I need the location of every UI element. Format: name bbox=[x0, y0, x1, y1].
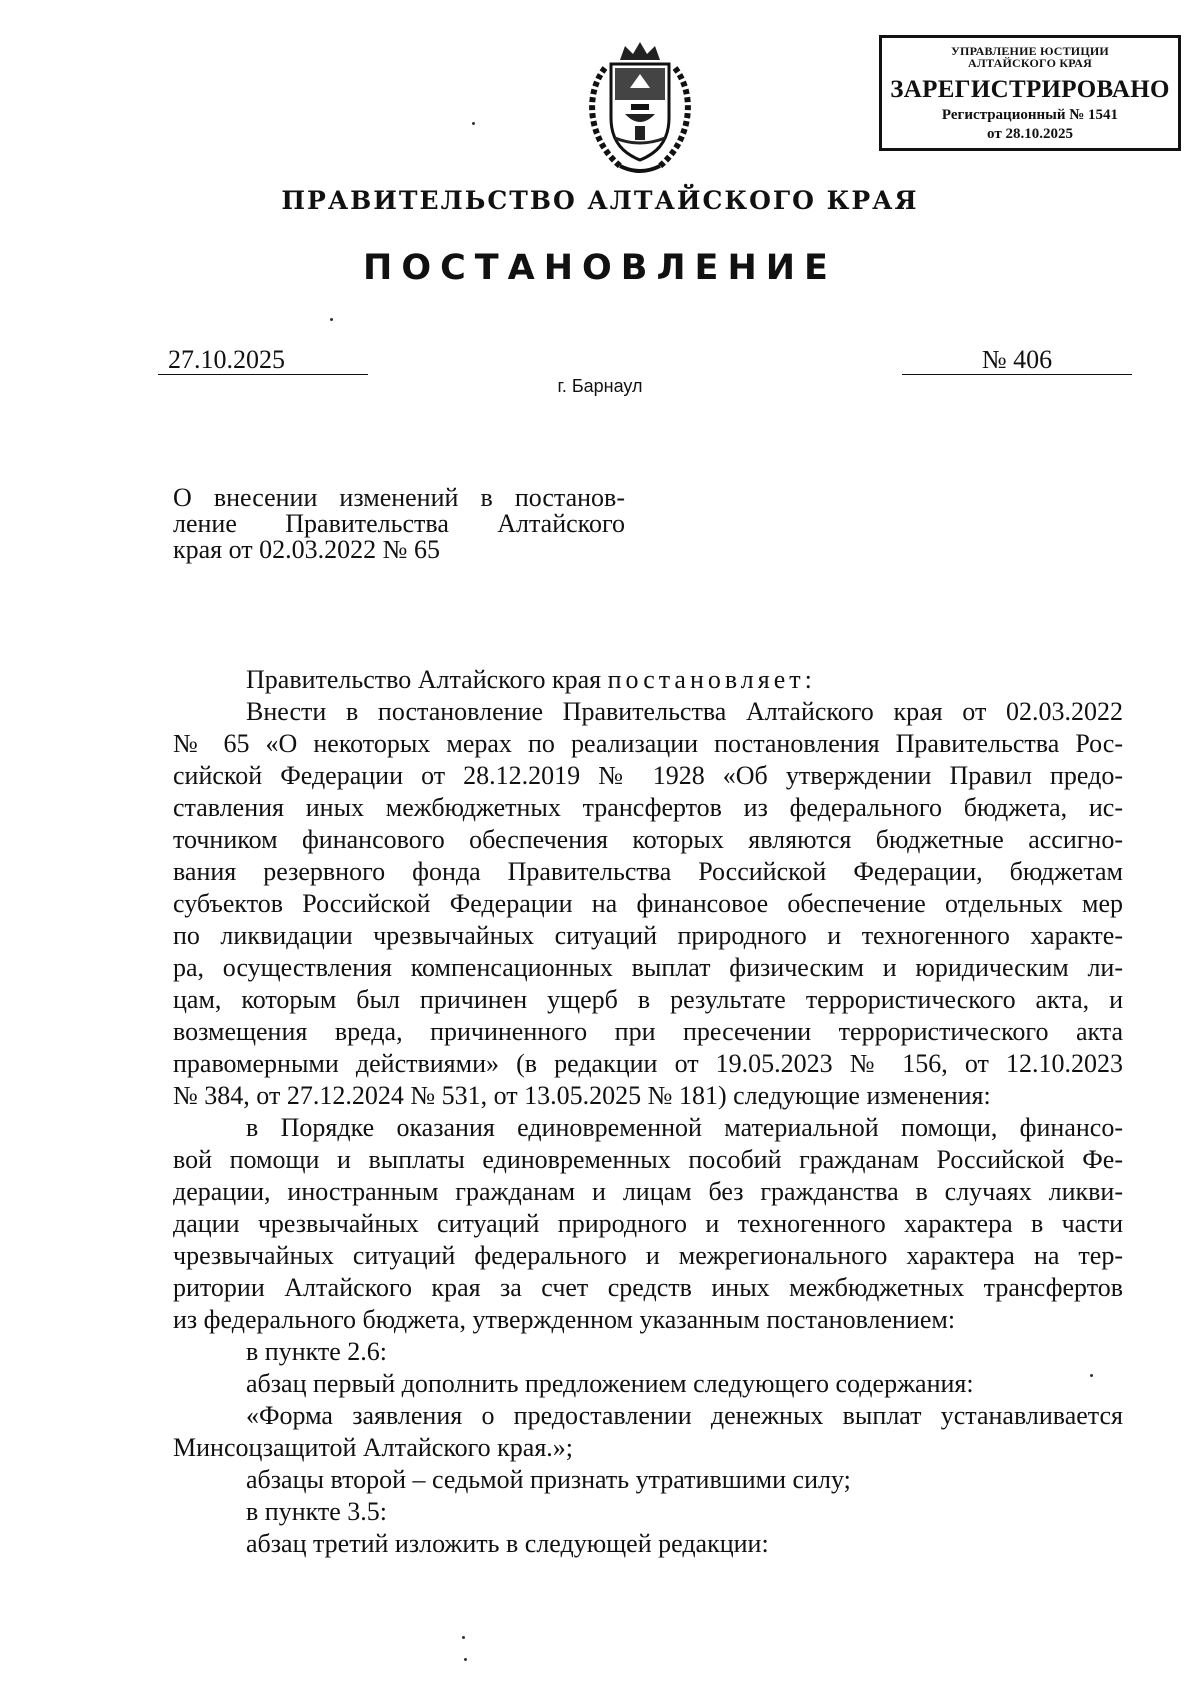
stamp-reg-number: Регистрационный № 1541 bbox=[941, 107, 1119, 123]
subject-line: ление Правительства Алтайского bbox=[173, 509, 625, 538]
body-line: цам, которым был причинен ущерб в результате террористического акта, и bbox=[173, 985, 1123, 1014]
body-line: правомерными действиями» (в редакции от 19.05.2023 № 156, от 12.10.2023 bbox=[173, 1049, 1123, 1078]
body-line: вания резервного фонда Правительства Российской Федерации, бюджетам bbox=[173, 857, 1123, 886]
scan-speck bbox=[472, 122, 475, 125]
decree-line bbox=[173, 664, 1123, 696]
body-line: Внести в постановление Правительства Алтайского края от 02.03.2022 bbox=[246, 697, 1123, 726]
stamp-reg-date: от 28.10.2025 bbox=[987, 126, 1073, 142]
body-line: чрезвычайных ситуаций федерального и межрегионального характера на тер- bbox=[173, 1241, 1123, 1270]
document-subject bbox=[173, 485, 625, 563]
body-line: из федерального бюджета, утвержденном указанным постановлением: bbox=[173, 1305, 956, 1334]
subject-line: О внесении изменений в постанов- bbox=[173, 483, 625, 512]
body-line: по ликвидации чрезвычайных ситуаций природного и техногенного характе- bbox=[173, 921, 1123, 950]
body-line: возмещения вреда, причиненного при пресечении террористического акта bbox=[173, 1017, 1123, 1046]
body-line: Минсоцзащитой Алтайского края.»; bbox=[173, 1433, 574, 1462]
body-line: вой помощи и выплаты единовременных пособий гражданам Российской Фе- bbox=[173, 1145, 1123, 1174]
scan-speck bbox=[464, 1658, 467, 1661]
body-line: в пункте 3.5: bbox=[246, 1497, 388, 1526]
body-line: ра, осуществления компенсационных выплат физическим и юридическим ли- bbox=[173, 953, 1123, 982]
document-city: г. Барнаул bbox=[557, 376, 643, 396]
body-line: абзац первый дополнить предложением следующего содержания: bbox=[246, 1369, 974, 1398]
document-date: 27.10.2025 bbox=[158, 345, 368, 375]
decree-word: постановляет: bbox=[607, 665, 816, 694]
body-line: ставления иных межбюджетных трансфертов из федерального бюджета, ис- bbox=[173, 793, 1123, 822]
stamp-org-line2: АЛТАЙСКОГО КРАЯ bbox=[968, 56, 1092, 70]
body-line: дации чрезвычайных ситуаций природного и техногенного характера в части bbox=[173, 1209, 1123, 1238]
body-line: «Форма заявления о предоставлении денежных выплат устанавливается bbox=[246, 1401, 1123, 1430]
body-line: абзац третий изложить в следующей редакции: bbox=[246, 1529, 769, 1558]
coat-of-arms-icon bbox=[575, 38, 705, 178]
document-body bbox=[173, 664, 1123, 1560]
body-line: дерации, иностранным гражданам и лицам без гражданства в случаях ликви- bbox=[173, 1177, 1123, 1206]
decree-lead: Правительство Алтайского края bbox=[246, 665, 608, 694]
stamp-status: ЗАРЕГИСТРИРОВАНО bbox=[890, 76, 1170, 103]
body-line: сийской Федерации от 28.12.2019 № 1928 «Об утверждении Правил предо- bbox=[173, 761, 1123, 790]
scan-speck bbox=[1090, 1374, 1093, 1377]
body-line: ритории Алтайского края за счет средств иных межбюджетных трансфертов bbox=[173, 1273, 1123, 1302]
scan-speck bbox=[330, 318, 333, 321]
body-line: № 384, от 27.12.2024 № 531, от 13.05.2025 № 181) следующие изменения: bbox=[173, 1081, 991, 1110]
body-line: в Порядке оказания единовременной материальной помощи, финансо- bbox=[246, 1113, 1123, 1142]
scan-speck bbox=[462, 1636, 465, 1639]
registration-stamp bbox=[879, 35, 1181, 151]
document-number: № 406 bbox=[902, 345, 1132, 375]
stamp-org-line1: УПРАВЛЕНИЕ ЮСТИЦИИ bbox=[951, 44, 1109, 58]
body-line: точником финансового обеспечения которых являются бюджетные ассигно- bbox=[173, 825, 1123, 854]
body-line: № 65 «О некоторых мерах по реализации постановления Правительства Рос- bbox=[173, 729, 1123, 758]
subject-line: края от 02.03.2022 № 65 bbox=[173, 535, 440, 564]
government-title: ПРАВИТЕЛЬСТВО АЛТАЙСКОГО КРАЯ bbox=[281, 186, 919, 215]
body-line: в пункте 2.6: bbox=[246, 1337, 388, 1366]
body-line: субъектов Российской Федерации на финансовое обеспечение отдельных мер bbox=[173, 889, 1123, 918]
document-type: ПОСТАНОВЛЕНИЕ bbox=[363, 248, 837, 288]
body-line: абзацы второй – седьмой признать утратившими силу; bbox=[246, 1465, 851, 1494]
